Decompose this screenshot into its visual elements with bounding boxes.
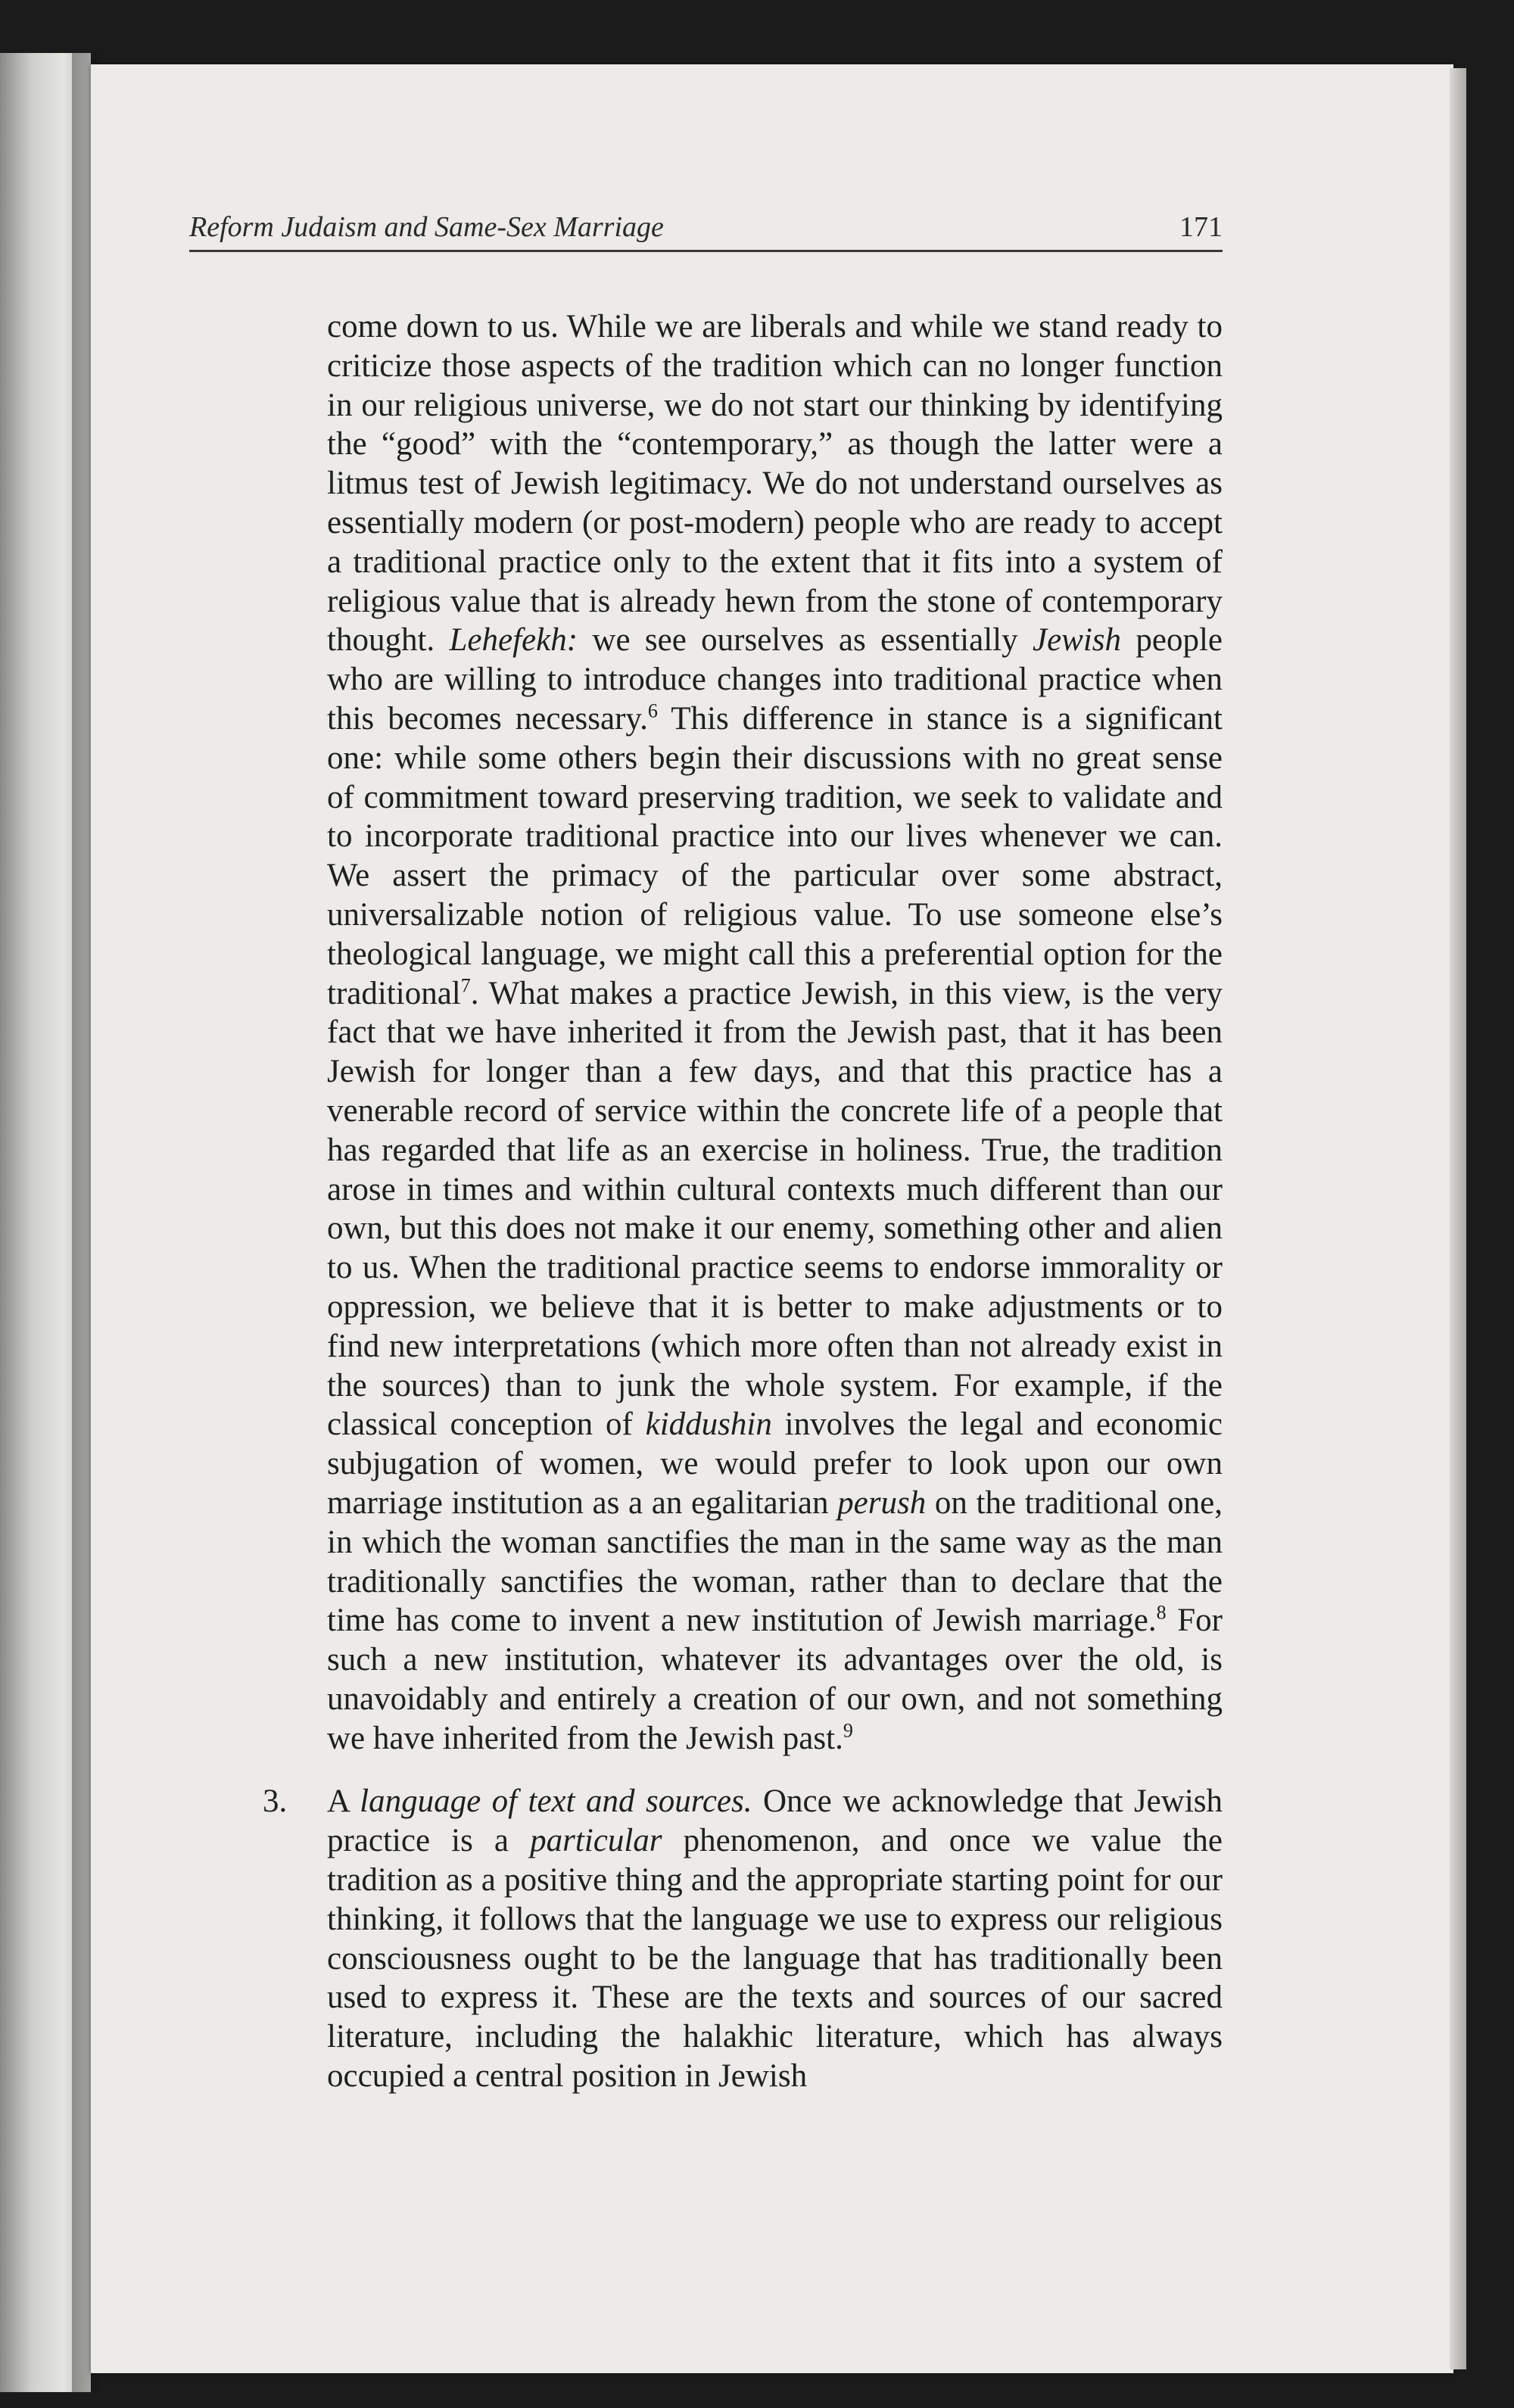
item-heading: language of text and sources. xyxy=(360,1783,752,1820)
footnote-ref-6: 6 xyxy=(647,699,658,722)
text-run: phenomenon, and once we value the tradition as a positive thing and the appropriate starting point for our thinking, it follows that the language we use to express our religious consciousness ought to be the language that has traditionally been used to express it. These are the texts and sources of our sacred literature, including the halakhic literature, which has always occupied a central position in Jewish xyxy=(327,1823,1223,2095)
body-text xyxy=(263,307,1223,2096)
emphasis-kiddushin: kiddushin xyxy=(645,1406,772,1443)
item-number: 3. xyxy=(263,1783,288,1820)
footnote-ref-7: 7 xyxy=(460,974,471,997)
page-stack-edge xyxy=(1450,68,1466,2369)
emphasis-particular: particular xyxy=(530,1823,662,1859)
emphasis-jewish: Jewish xyxy=(1032,622,1122,659)
running-header xyxy=(189,204,1223,252)
emphasis-perush: perush xyxy=(837,1484,927,1521)
text-run: This difference in stance is a significant one: while some others begin their discussions with no great sense of commitment toward preserving tradition, we seek to validate and to incorporate traditional practice into our lives whenever we can. We assert the primacy of the particular over some abstract, universalizable notion of religious value. To use someone else’s theological language, we might call this a preferential option for the traditional xyxy=(327,700,1223,1011)
text-run: on the traditional one, in which the woman sanctifies the man in the same way as the man traditionally sanctifies the woman, rather than to declare that the time has come to invent a new institution of Jewish marriage. xyxy=(327,1484,1223,1639)
text-run: A xyxy=(327,1783,360,1820)
text-run: people who are willing to introduce changes into traditional practice when this becomes necessary. xyxy=(327,622,1223,737)
item-paragraph xyxy=(327,1782,1223,2095)
numbered-item-3 xyxy=(263,1782,1223,2095)
footnote-ref-9: 9 xyxy=(843,1719,853,1742)
text-run: involves the legal and economic subjugation of women, we would prefer to look upon our own marriage institution as a an egalitarian xyxy=(327,1406,1223,1521)
text-run: . What makes a practice Jewish, in this view, is the very fact that we have inherited it from the Jewish past, that it has been Jewish for longer than a few days, and that this practice has a venerable record of service within the concrete life of a people that has regarded that life as an exercise in holiness. True, the tradition arose in times and within cultural contexts much different than our own, but this does not make it our enemy, something other and alien to us. When the traditional practice seems to endorse immorality or oppression, we believe that it is better to make adjustments or to find new interpretations (which more often than not already exist in the sources) than to junk the whole system. For example, if the classical conception of xyxy=(327,975,1223,1443)
text-run: For such a new institution, whatever its advantages over the old, is unavoidably and entirely a creation of our own, and not something we have inherited from the Jewish past. xyxy=(327,1603,1223,1756)
text-run: we see ourselves as essentially xyxy=(578,622,1033,659)
footnote-ref-8: 8 xyxy=(1156,1601,1167,1624)
emphasis-lehefekh: Lehefekh: xyxy=(449,622,578,659)
paragraph-continuation xyxy=(327,307,1223,1758)
running-title: Reform Judaism and Same-Sex Marriage xyxy=(189,211,664,243)
page-number: 171 xyxy=(1179,211,1223,243)
text-run: come down to us. While we are liberals and while we stand ready to criticize those aspects of the tradition which can no longer function in our religious universe, we do not start our thinking by identifying the “good” with the “contemporary,” as though the latter were a litmus test of Jewish legitimacy. We do not understand ourselves as essentially modern (or post-modern) people who are ready to accept a traditional practice only to the extent that it fits into a system of religious value that is already hewn from the stone of contemporary thought. xyxy=(327,309,1223,659)
text-run: Once we acknowledge that Jewish practice is a xyxy=(327,1783,1223,1859)
